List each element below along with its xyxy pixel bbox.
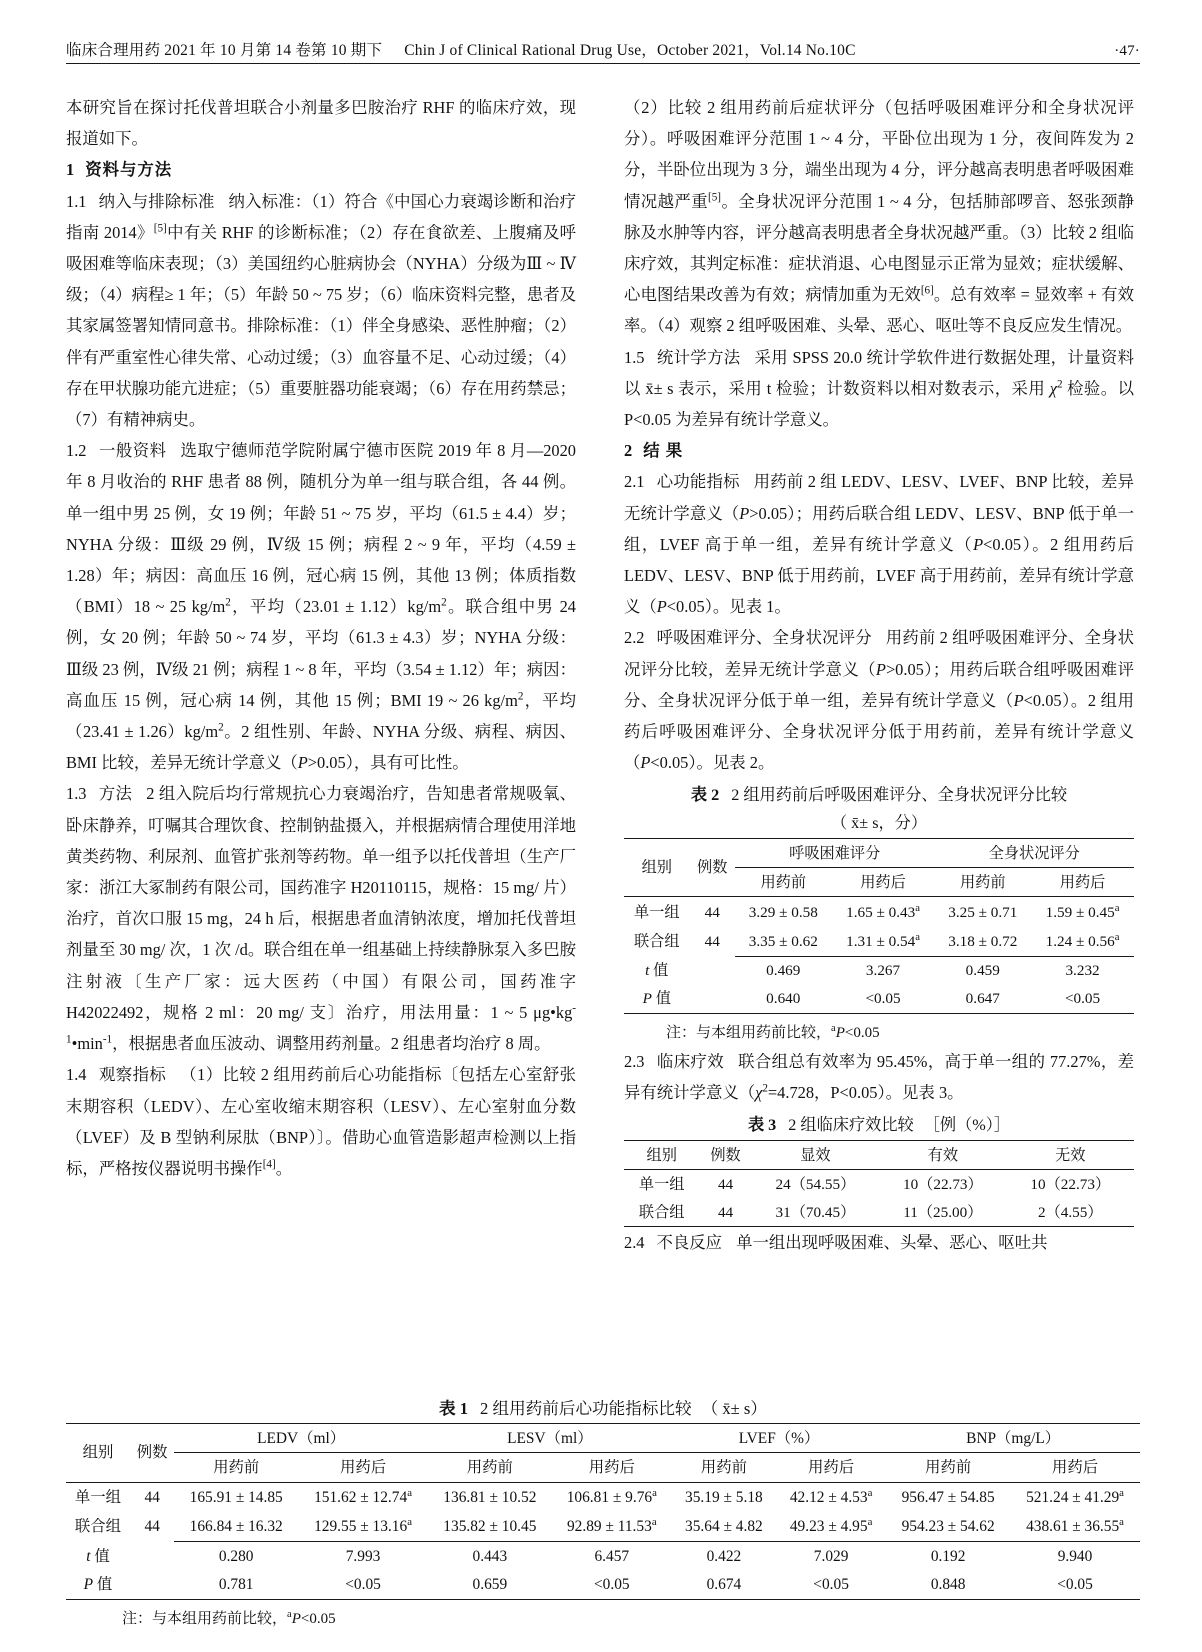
table-row [624, 897, 1134, 927]
section-heading-1-title: 资料与方法 [85, 160, 173, 180]
table-1-sub-header-5: 用药后 [808, 1458, 855, 1476]
table-1-p-3: <0.05 [552, 1571, 672, 1600]
table-2-header-group: 组别 [624, 839, 690, 897]
table-1-sub-header-6: 用药前 [925, 1458, 972, 1476]
subsection-1-5 [624, 342, 1134, 436]
table-2-p-blank [690, 985, 735, 1014]
table-1-t-0: 0.280 [218, 1547, 254, 1565]
table-1-group-header-0: LEDV（ml） [174, 1424, 428, 1453]
table-2 [624, 838, 1134, 1013]
table-1-p-row [66, 1571, 1140, 1600]
table-3-r0-c0: 24（54.55） [752, 1170, 879, 1199]
table-3-r0-c1: 10（22.73） [879, 1170, 1006, 1199]
table-1-t-4: 0.422 [706, 1547, 742, 1565]
table-row [624, 1198, 1134, 1227]
table-1-r0-c4: 35.19 ± 5.18 [672, 1482, 776, 1512]
table-3-r0-group: 单一组 [624, 1170, 699, 1199]
left-column [66, 92, 576, 1184]
subsection-2-1-number: 2.1 [624, 472, 645, 492]
table-2-sub-header-2: 用药前 [959, 873, 1006, 891]
subsection-1-3-title: 方法 [98, 784, 133, 804]
table-1-t-5: 7.029 [813, 1547, 849, 1565]
table-1-t-1: 7.993 [345, 1547, 381, 1565]
table-1-group-header-2: LVEF（%） [672, 1424, 886, 1453]
table-2-title: 2 组用药前后呼吸困难评分、全身状况评分比较 [731, 786, 1068, 805]
table-2-p-2: 0.647 [934, 985, 1031, 1014]
table-3-r1-c1: 11（25.00） [879, 1198, 1006, 1227]
table-2-r1-c1: 1.31 ± 0.54$^a$ [832, 927, 935, 957]
subsection-1-2-body: 选取宁德师范学院附属宁德市医院 2019 年 8 月—2020 年 8 月收治的 RHF 患者 88 例，随机分为单一组与联合组，各 44 例。单一组中男 25 例，女 19 例；年龄 51 ~ 75 岁，平均（61.5 ± 4.4）岁；NYHA 分级：Ⅲ级 29 例，Ⅳ级 15 例；病程 2 ~ 9 年，平均（4.59 ± 1.28）年；病因：高血压 16 例，冠心病 15 例，其他 13 例；体质指数（BMI）18 ~ 25 $kg/m^2$，平均$(23.01 \pm 1.12)kg/m^2$。联合组中男 24 例，女 20 例；年龄 50 ~ 74 岁，平均（61.3 ± 4.3）岁；NYHA 分级：Ⅲ级 23 例，Ⅳ级 21 例；病程 1 ~ 8 年，平均（3.54 ± 1.12）年；病因：高血压 15 例，冠心病 14 例，其他 15 例；BMI 19 ~ 26 $kg/m^2$，平均$(23.41 \pm 1.26)kg/m^2$。2 组性别、年龄、NYHA 分级、病程、病因、BMI 比较，差异无统计学意义（P>0.05），具有可比性。 [66, 441, 576, 773]
table-3-header-0: 组别 [624, 1141, 699, 1170]
subsection-1-4-body: （1）比较 2 组用药前后心功能指标〔包括左心室舒张末期容积（LEDV）、左心室收缩末期容积（LESV）、左心室射血分数（LVEF）及 B 型钠利尿肽（BNP）〕。借助心血管造影超声检测以上指标，严格按仪器说明书操作[4]。 [66, 1065, 576, 1178]
table-2-unit: （ x̄± s，分） [830, 814, 928, 833]
subsection-2-1-body: 用药前 2 组 LEDV、LESV、LVEF、BNP 比较，差异无统计学意义（P>0.05）；用药后联合组 LEDV、LESV、BNP 低于单一组，LVEF 高于单一组，差异有统计学意义（P<0.05）。2 组用药后 LEDV、LESV、BNP 低于用药前，LVEF 高于用药前，差异有统计学意义（P<0.05）。见表 1。 [624, 472, 1135, 617]
subsection-1-5-number: 1.5 [624, 347, 645, 367]
table-1-r1-group: 联合组 [74, 1518, 122, 1536]
table-1-block [66, 1395, 1140, 1632]
table-1-p-5: <0.05 [776, 1571, 886, 1600]
table-1-sub-header-2: 用药前 [466, 1458, 513, 1476]
table-1-t-6: 0.192 [930, 1547, 966, 1565]
section-heading-2-number: 2 [624, 441, 634, 461]
table-3-block [624, 1112, 1134, 1227]
table-1-sub-header-7: 用药后 [1051, 1458, 1099, 1476]
table-1-r1-c4: 35.64 ± 4.82 [672, 1512, 776, 1542]
table-1-r1-n: 44 [144, 1518, 160, 1536]
subsection-1-4-continued: （2）比较 2 组用药前后症状评分（包括呼吸困难评分和全身状况评分）。呼吸困难评分范围 1 ~ 4 分，平卧位出现为 1 分，夜间阵发为 2 分，半卧位出现为 3 分，端坐出现为 4 分，评分越高表明患者呼吸困难情况越严重[5]。全身状况评分范围 1 ~ 4 分，包括肺部啰音、怒张颈静脉及水肿等内容，评分越高表明患者全身状况越严重。（3）比较 2 组临床疗效，其判定标准：症状消退、心电图显示正常为显效；症状缓解、心电图结果改善为有效；病情加重为无效[6]。总有效率 = 显效率 + 有效率。（4）观察 2 组呼吸困难、头晕、恶心、呕吐等不良反应发生情况。 [624, 98, 1135, 336]
subsection-1-3 [66, 778, 576, 1059]
table-3-r1-n: 44 [699, 1198, 751, 1227]
subsection-2-3-body: 联合组总有效率为 95.45%，高于单一组的 77.27%，差异有统计学意义（$\chi^2=4.728$，P<0.05）。见表 3。 [624, 1051, 1135, 1102]
subsection-1-3-number: 1.3 [66, 784, 87, 804]
table-1-t-blank [130, 1542, 174, 1571]
right-column [624, 92, 1134, 1258]
table-1-p-4: 0.674 [672, 1571, 776, 1600]
table-3-header-1: 例数 [699, 1141, 751, 1170]
table-2-t-label: t 值 [645, 961, 669, 979]
table-3 [624, 1140, 1134, 1227]
table-1-sub-header-1: 用药后 [339, 1458, 387, 1476]
table-2-p-row [624, 985, 1134, 1014]
table-1-r0-c7: 521.24 ± 41.29$^a$ [1010, 1482, 1140, 1512]
table-1-t-7: 9.940 [1057, 1547, 1093, 1565]
table-1-title: 2 组用药前后心功能指标比较 [480, 1399, 692, 1418]
subsection-2-1 [624, 466, 1134, 622]
table-row [624, 927, 1134, 957]
table-2-r0-c3: 1.59 ± 0.45$^a$ [1031, 897, 1134, 927]
table-row [66, 1482, 1140, 1512]
section-heading-1 [66, 154, 576, 185]
table-3-number: 表 3 [747, 1116, 777, 1134]
subsection-2-4 [624, 1227, 1134, 1258]
table-2-p-label: P 值 [624, 985, 690, 1014]
subsection-1-4-title: 观察指标 [98, 1065, 167, 1085]
table-1-r1-c7: 438.61 ± 36.55$^a$ [1010, 1512, 1140, 1542]
table-1-r0-c2: 136.81 ± 10.52 [428, 1482, 552, 1512]
subsection-2-3 [624, 1046, 1134, 1108]
table-3-r0-n: 44 [699, 1170, 751, 1199]
subsection-1-1-body: 纳入标准：（1）符合《中国心力衰竭诊断和治疗指南 2014》[5]中有关 RHF 的诊断标准；（2）存在食欲差、上腹痛及呼吸困难等临床表现；（3）美国纽约心脏病协会（NYHA）分级为Ⅲ ~ Ⅳ级；（4）病程≥ 1 年；（5）年龄 50 ~ 75 岁；（6）临床资料完整，患者及其家属签署知情同意书。排除标准：（1）伴全身感染、恶性肿瘤；（2）伴有严重室性心律失常、心动过缓；（3）血容量不足、心动过缓；（4）存在甲状腺功能亢进症；（5）重要脏器功能衰竭；（6）存在用药禁忌；（7）有精神病史。 [66, 191, 577, 430]
table-2-p-1: <0.05 [832, 985, 935, 1014]
table-1-r0-c5: 42.12 ± 4.53$^a$ [776, 1482, 886, 1512]
table-2-header-n: 例数 [690, 839, 735, 897]
table-2-r0-c0: 3.29 ± 0.58 [735, 897, 832, 927]
table-1-p-blank [130, 1571, 174, 1600]
table-2-r1-c2: 3.18 ± 0.72 [934, 927, 1031, 957]
table-2-t-row [624, 956, 1134, 985]
table-1-r1-c0: 166.84 ± 16.32 [174, 1512, 298, 1542]
section-heading-2-title: 结 果 [643, 441, 684, 461]
running-head-chinese: 临床合理用药 2021 年 10 月第 14 卷第 10 期下 [66, 42, 383, 59]
table-2-t-2: 0.459 [965, 962, 1000, 980]
running-head [66, 38, 1140, 60]
subsection-1-1-number: 1.1 [66, 191, 87, 211]
table-1-caption [66, 1395, 1140, 1422]
subsection-2-1-title: 心功能指标 [656, 472, 740, 492]
table-2-t-blank [690, 956, 735, 985]
running-head-english: Chin J of Clinical Rational Drug Use，October 2021，Vol.14 No.10C [404, 42, 856, 59]
table-2-r0-c1: 1.65 ± 0.43$^a$ [832, 897, 935, 927]
table-1-r0-c6: 956.47 ± 54.85 [886, 1482, 1010, 1512]
subsection-1-1-title: 纳入与排除标准 [98, 191, 215, 211]
table-1-header-row-1 [66, 1424, 1140, 1453]
subsection-1-2-number: 1.2 [66, 441, 87, 461]
table-2-r1-n: 44 [704, 932, 720, 950]
table-3-caption [624, 1112, 1134, 1139]
table-1-group-header-1: LESV（ml） [428, 1424, 672, 1453]
table-2-header-row-1 [624, 839, 1134, 868]
subsection-2-4-title: 不良反应 [656, 1233, 723, 1252]
table-2-group-header-1: 全身状况评分 [934, 839, 1134, 868]
table-1-r1-c2: 135.82 ± 10.45 [428, 1512, 552, 1542]
subsection-1-1 [66, 186, 576, 436]
table-1-r0-c0: 165.91 ± 14.85 [174, 1482, 298, 1512]
table-2-r1-c0: 3.35 ± 0.62 [735, 927, 832, 957]
table-2-r0-group: 单一组 [624, 897, 690, 927]
table-1-p-6: 0.848 [886, 1571, 1010, 1600]
table-2-r0-n: 44 [690, 897, 735, 927]
table-1-sub-header-0: 用药前 [213, 1458, 260, 1476]
table-2-caption [624, 782, 1134, 809]
table-2-t-0: 0.469 [766, 962, 801, 980]
table-3-r1-c0: 31（70.45） [752, 1198, 879, 1227]
table-2-t-1: 3.267 [865, 962, 901, 980]
table-row [66, 1512, 1140, 1542]
subsection-2-4-number: 2.4 [624, 1233, 645, 1252]
table-2-block [624, 782, 1134, 1045]
table-2-r0-c2: 3.25 ± 0.71 [934, 897, 1031, 927]
table-1-group-header-3: BNP（mg/L） [886, 1424, 1140, 1453]
table-3-header-row [624, 1141, 1134, 1170]
table-1-p-2: 0.659 [428, 1571, 552, 1600]
table-2-sub-header-0: 用药前 [760, 873, 807, 891]
table-3-r0-c2: 10（22.73） [1007, 1170, 1134, 1199]
table-2-number: 表 2 [690, 786, 720, 805]
table-3-title: 2 组临床疗效比较 [788, 1116, 914, 1134]
table-1-r1-c5: 49.23 ± 4.95$^a$ [776, 1512, 886, 1542]
subsection-2-2-title: 呼吸困难评分、全身状况评分 [656, 628, 872, 648]
section-heading-1-number: 1 [66, 160, 76, 180]
subsection-1-5-title: 统计学方法 [656, 347, 741, 367]
table-1-p-label: P 值 [66, 1571, 130, 1600]
table-2-group-header-0: 呼吸困难评分 [735, 839, 935, 868]
table-3-unit: ［例（%）］ [923, 1116, 1011, 1134]
table-2-sub-header-3: 用药后 [1059, 873, 1106, 891]
table-1-r1-c3: 92.89 ± 11.53$^a$ [552, 1512, 672, 1542]
table-2-sub-header-1: 用药后 [860, 873, 906, 891]
table-1-r0-group: 单一组 [66, 1482, 130, 1512]
table-3-r1-group: 联合组 [624, 1198, 699, 1227]
table-1-sub-header-4: 用药前 [700, 1458, 747, 1476]
table-1 [66, 1423, 1140, 1600]
table-1-note: 注：与本组用药前比较，$^a$P<0.05 [122, 1608, 336, 1627]
table-1-r1-c1: 129.55 ± 13.16$^a$ [298, 1512, 428, 1542]
table-3-header-2: 显效 [752, 1141, 879, 1170]
table-2-p-3: <0.05 [1031, 985, 1134, 1014]
table-3-r1-c2: 2（4.55） [1007, 1198, 1134, 1227]
table-2-note: 注：与本组用药前比较，$^a$P<0.05 [666, 1022, 880, 1041]
table-1-r1-c6: 954.23 ± 54.62 [886, 1512, 1010, 1542]
subsection-2-3-title: 临床疗效 [656, 1051, 725, 1071]
subsection-2-4-body: 单一组出现呼吸困难、头晕、恶心、呕吐共 [736, 1233, 1048, 1252]
subsection-2-3-number: 2.3 [624, 1051, 645, 1071]
intro-paragraph: 本研究旨在探讨托伐普坦联合小剂量多巴胺治疗 RHF 的临床疗效，现报道如下。 [66, 98, 576, 149]
table-2-r1-group: 联合组 [633, 932, 680, 950]
table-1-unit: （ x̄± s） [701, 1399, 767, 1418]
subsection-2-2-body: 用药前 2 组呼吸困难评分、全身状况评分比较，差异无统计学意义（P>0.05）；用药后联合组呼吸困难评分、全身状况评分低于单一组，差异有统计学意义（P<0.05）。2 组用药后呼吸困难评分、全身状况评分低于用药前，差异有统计学意义（P<0.05）。见表 2。 [624, 628, 1134, 773]
subsection-1-5-body: 采用 SPSS 20.0 统计学软件进行数据处理，计量资料以 x̄± s 表示，采用 t 检验；计数资料以相对数表示，采用 $\chi^2$ 检验。以 P<0.05 为差异有统计学意义。 [624, 347, 1134, 430]
page-number: ·47· [1114, 43, 1140, 59]
table-1-header-n: 例数 [130, 1424, 174, 1483]
table-1-number: 表 1 [439, 1399, 469, 1418]
table-1-header-group: 组别 [66, 1424, 130, 1483]
table-3-header-3: 有效 [879, 1141, 1006, 1170]
subsection-2-2 [624, 622, 1134, 778]
table-1-t-row [66, 1542, 1140, 1571]
table-1-p-1: <0.05 [298, 1571, 428, 1600]
table-1-sub-header-3: 用药后 [588, 1458, 635, 1476]
table-1-header-row-2 [66, 1453, 1140, 1482]
table-2-r1-c3: 1.24 ± 0.56$^a$ [1031, 927, 1134, 957]
subsection-1-3-body: 2 组入院后均行常规抗心力衰竭治疗，告知患者常规吸氧、卧床静养，叮嘱其合理饮食、控制钠盐摄入，并根据病情合理使用洋地黄类药物、利尿剂、血管扩张剂等药物。单一组予以托伐普坦（生产厂家：浙江大冢制药有限公司，国药准字 H20110115，规格：15 mg/ 片）治疗，首次口服 15 mg，24 h 后，根据患者血清钠浓度，增加托伐普坦剂量至 30 mg/ 次，1 次 /d。联合组在单一组基础上持续静脉泵入多巴胺注射液〔生产厂家：远大医药（中国）有限公司，国药准字 H42022492，规格 2 ml：20 mg/ 支〕治疗，用法用量：1 ~ 5 $\mu g•kg^{-1}•\min^{-1}$，根据患者血压波动、调整用药剂量。2 组患者均治疗 8 周。 [66, 784, 577, 1054]
table-3-header-4: 无效 [1007, 1141, 1134, 1170]
table-2-p-0: 0.640 [735, 985, 832, 1014]
section-heading-2 [624, 435, 1134, 466]
subsection-1-2-title: 一般资料 [98, 441, 167, 461]
table-1-r0-c1: 151.62 ± 12.74$^a$ [298, 1482, 428, 1512]
table-2-t-3: 3.232 [1065, 962, 1100, 980]
table-1-t-label: t 值 [86, 1547, 110, 1565]
subsection-1-4 [66, 1059, 576, 1184]
table-1-r0-c3: 106.81 ± 9.76$^a$ [552, 1482, 672, 1512]
table-1-r0-n: 44 [130, 1482, 174, 1512]
header-divider [66, 63, 1140, 64]
subsection-1-2 [66, 435, 576, 778]
table-row [624, 1170, 1134, 1199]
table-1-t-3: 6.457 [594, 1547, 630, 1565]
subsection-2-2-number: 2.2 [624, 628, 645, 648]
table-1-p-7: <0.05 [1010, 1571, 1140, 1600]
table-1-p-0: 0.781 [174, 1571, 298, 1600]
subsection-1-4-number: 1.4 [66, 1065, 87, 1085]
table-1-t-2: 0.443 [472, 1547, 508, 1565]
